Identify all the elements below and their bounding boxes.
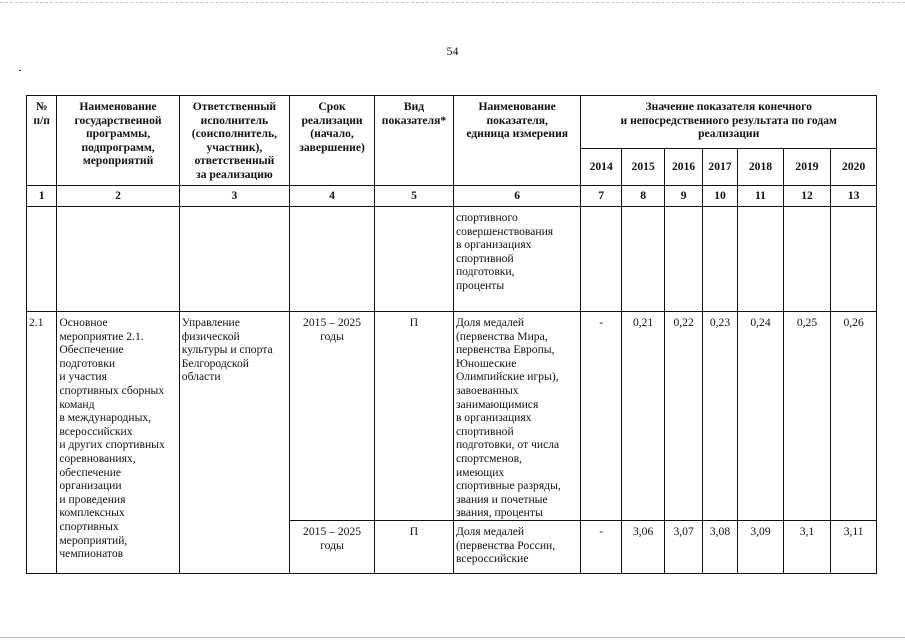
empty-cell [783, 207, 831, 312]
empty-cell [57, 207, 179, 312]
column-number: 13 [831, 186, 877, 207]
header-row [27, 96, 877, 149]
year-cell: 2017 [702, 149, 737, 186]
column-number: 4 [290, 186, 375, 207]
value-cell: 0,25 [783, 312, 831, 521]
value-cell: 0,26 [831, 312, 877, 521]
empty-cell [665, 207, 702, 312]
column-number: 3 [179, 186, 289, 207]
year-cell: 2016 [665, 149, 702, 186]
column-number-row [27, 186, 877, 207]
column-number: 6 [453, 186, 580, 207]
column-number: 9 [665, 186, 702, 207]
item-number: 2.1 [27, 312, 57, 574]
executor-name: Управление физической культуры и спорта Белгородской области [179, 312, 289, 574]
value-cell: 3,1 [783, 520, 831, 573]
term-cell: 2015 – 2025 годы [290, 312, 375, 521]
bottom-edge-line [0, 637, 905, 638]
column-number: 12 [783, 186, 831, 207]
header-executor: Ответственный исполнитель (соисполнитель, участник), ответственный за реализацию [179, 96, 289, 186]
type-cell: П [375, 312, 454, 521]
header-values: Значение показателя конечного и непосредственного результата по годам реализации [581, 96, 877, 149]
column-number: 10 [702, 186, 737, 207]
value-cell: 3,06 [621, 520, 665, 573]
header-indicator: Наименование показателя, единица измерения [453, 96, 580, 186]
empty-cell [375, 207, 454, 312]
value-cell: - [581, 312, 621, 521]
empty-cell [179, 207, 289, 312]
empty-cell [581, 207, 621, 312]
indicator-name: Доля медалей (первенства Мира, первенства Европы, Юношеские Олимпийские игры), завоеванных занимающимися в организациях спортивной подготовки, от числа спортсменов, имеющих спортивные разряды, звания и почетные звания, проценты [453, 312, 580, 521]
column-number: 5 [375, 186, 454, 207]
top-edge-line [0, 2, 905, 3]
program-name: Основное мероприятие 2.1. Обеспечение подготовки и участия спортивных сборных команд в международных, всероссийских и других спортивных соревнованиях, обеспечение организации и проведения комплексных спортивных мероприятий, чемпионатов [57, 312, 179, 574]
header-type: Вид показателя* [375, 96, 454, 186]
page-number: 54 [446, 44, 459, 58]
indicator-name: Доля медалей (первенства России, всероссийские [453, 520, 580, 573]
year-cell: 2019 [783, 149, 831, 186]
empty-cell [738, 207, 784, 312]
header-term: Срок реализации (начало, завершение) [290, 96, 375, 186]
empty-cell [27, 207, 57, 312]
value-cell: 3,07 [665, 520, 702, 573]
value-cell: 0,24 [738, 312, 784, 521]
year-cell: 2018 [738, 149, 784, 186]
header-num: № п/п [27, 96, 57, 186]
column-number: 2 [57, 186, 179, 207]
type-cell: П [375, 520, 454, 573]
value-cell: 0,23 [702, 312, 737, 521]
year-cell: 2014 [581, 149, 621, 186]
header-program: Наименование государственной программы, подпрограмм, мероприятий [57, 96, 179, 186]
value-cell: 0,22 [665, 312, 702, 521]
program-indicators-table [26, 95, 877, 574]
column-number: 7 [581, 186, 621, 207]
column-number: 11 [738, 186, 784, 207]
value-cell: 0,21 [621, 312, 665, 521]
column-number: 1 [27, 186, 57, 207]
value-cell: 3,11 [831, 520, 877, 573]
indicator-name: спортивного совершенствования в организациях спортивной подготовки, проценты [453, 207, 580, 312]
column-number: 8 [621, 186, 665, 207]
value-cell: - [581, 520, 621, 573]
year-cell: 2015 [621, 149, 665, 186]
continuation-row [27, 207, 877, 312]
value-cell: 3,09 [738, 520, 784, 573]
term-cell: 2015 – 2025 годы [290, 520, 375, 573]
empty-cell [290, 207, 375, 312]
empty-cell [621, 207, 665, 312]
empty-cell [831, 207, 877, 312]
table-row-2-1 [27, 312, 877, 521]
empty-cell [702, 207, 737, 312]
scan-speck [19, 70, 21, 71]
value-cell: 3,08 [702, 520, 737, 573]
year-cell: 2020 [831, 149, 877, 186]
